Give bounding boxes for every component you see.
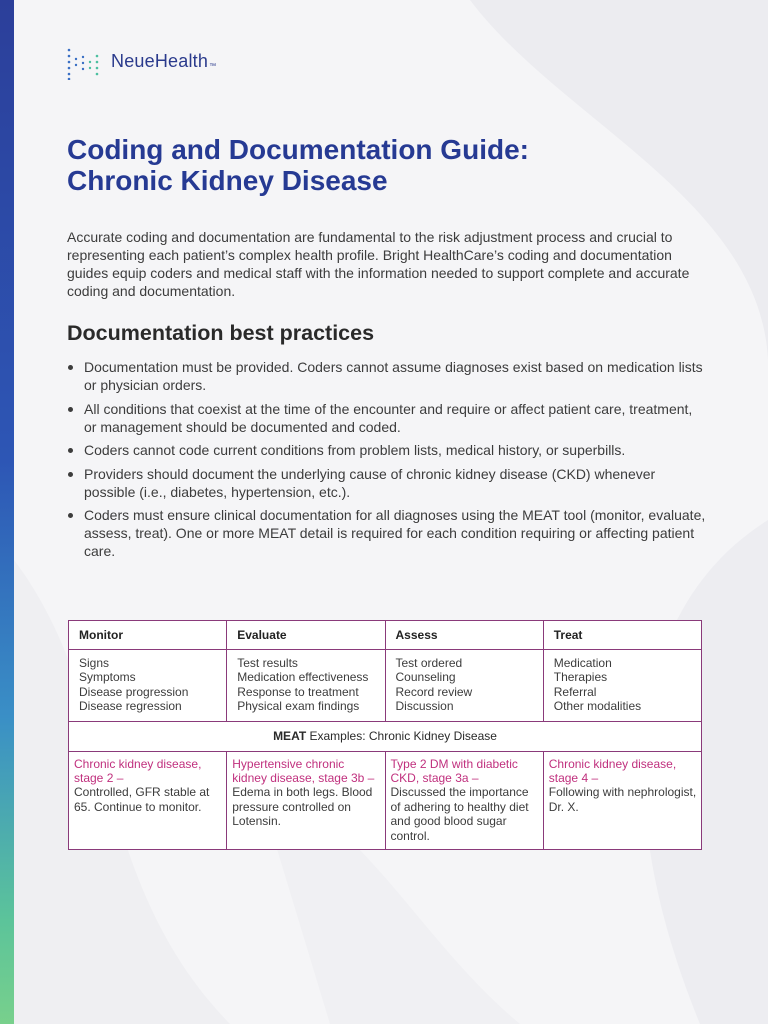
example-text: Following with nephrologist, Dr. X.	[548, 785, 697, 814]
table-row	[69, 751, 702, 849]
example-title: Chronic kidney disease, stage 4 –	[548, 756, 677, 785]
column-header-monitor: Monitor	[69, 621, 227, 650]
list-item: Providers should document the underlying cause of chronic kidney disease (CKD) whenever possible (i.e., diabetes, hypertension, etc.).	[67, 465, 707, 501]
evaluate-items: Test results Medication effectiveness Response to treatment Physical exam findings	[227, 650, 385, 722]
best-practices-list	[67, 358, 707, 566]
brand-logo	[67, 48, 216, 80]
table-row	[69, 650, 702, 722]
list-item: All conditions that coexist at the time of the encounter and require or affect patient care, treatment, or management should be documented and coded.	[67, 400, 707, 436]
treat-items: Medication Therapies Referral Other modalities	[543, 650, 701, 722]
example-cell	[69, 751, 227, 849]
list-item: Documentation must be provided. Coders cannot assume diagnoses exist based on medication lists or physician orders.	[67, 358, 707, 394]
meat-table	[68, 620, 702, 850]
example-title: Type 2 DM with diabetic CKD, stage 3a –	[390, 756, 518, 785]
neuehealth-logo-icon	[67, 48, 103, 80]
page-title-line-1: Coding and Documentation Guide:	[67, 134, 529, 165]
column-header-evaluate: Evaluate	[227, 621, 385, 650]
left-accent-bar	[0, 0, 14, 1024]
list-item: Coders cannot code current conditions from problem lists, medical history, or superbills.	[67, 441, 707, 459]
table-caption: MEAT Examples: Chronic Kidney Disease	[69, 721, 702, 751]
table-caption-row	[69, 721, 702, 751]
monitor-items: Signs Symptoms Disease progression Disease regression	[69, 650, 227, 722]
example-text: Controlled, GFR stable at 65. Continue to monitor.	[74, 785, 210, 814]
example-title: Hypertensive chronic kidney disease, stage 3b –	[232, 756, 375, 785]
example-cell	[543, 751, 701, 849]
bullet-icon	[68, 407, 73, 412]
page-title	[67, 134, 529, 196]
example-cell	[385, 751, 543, 849]
page-title-line-2: Chronic Kidney Disease	[67, 165, 388, 196]
list-item: Coders must ensure clinical documentation for all diagnoses using the MEAT tool (monitor, evaluate, assess, treat). One or more MEAT detail is required for each condition requiring or affecting patient care.	[67, 506, 707, 560]
intro-paragraph: Accurate coding and documentation are fundamental to the risk adjustment process and crucial to representing each patient’s complex health profile. Bright HealthCare’s coding and documentation guides equip coders and medical staff with the information needed to support complete and accurate coding and documentation.	[67, 229, 690, 299]
example-cell	[227, 751, 385, 849]
column-header-assess: Assess	[385, 621, 543, 650]
column-header-treat: Treat	[543, 621, 701, 650]
example-text: Discussed the importance of adhering to healthy diet and good blood sugar control.	[390, 785, 529, 843]
brand-name: NeueHealth™	[111, 51, 217, 71]
bullet-icon	[68, 365, 73, 370]
section-heading: Documentation best practices	[67, 321, 375, 345]
example-text: Edema in both legs. Blood pressure controlled on Lotensin.	[232, 785, 373, 829]
assess-items: Test ordered Counseling Record review Discussion	[385, 650, 543, 722]
example-title: Chronic kidney disease, stage 2 –	[74, 756, 202, 785]
bullet-icon	[68, 448, 73, 453]
bullet-icon	[68, 513, 73, 518]
bullet-icon	[68, 472, 73, 477]
table-header-row	[69, 621, 702, 650]
